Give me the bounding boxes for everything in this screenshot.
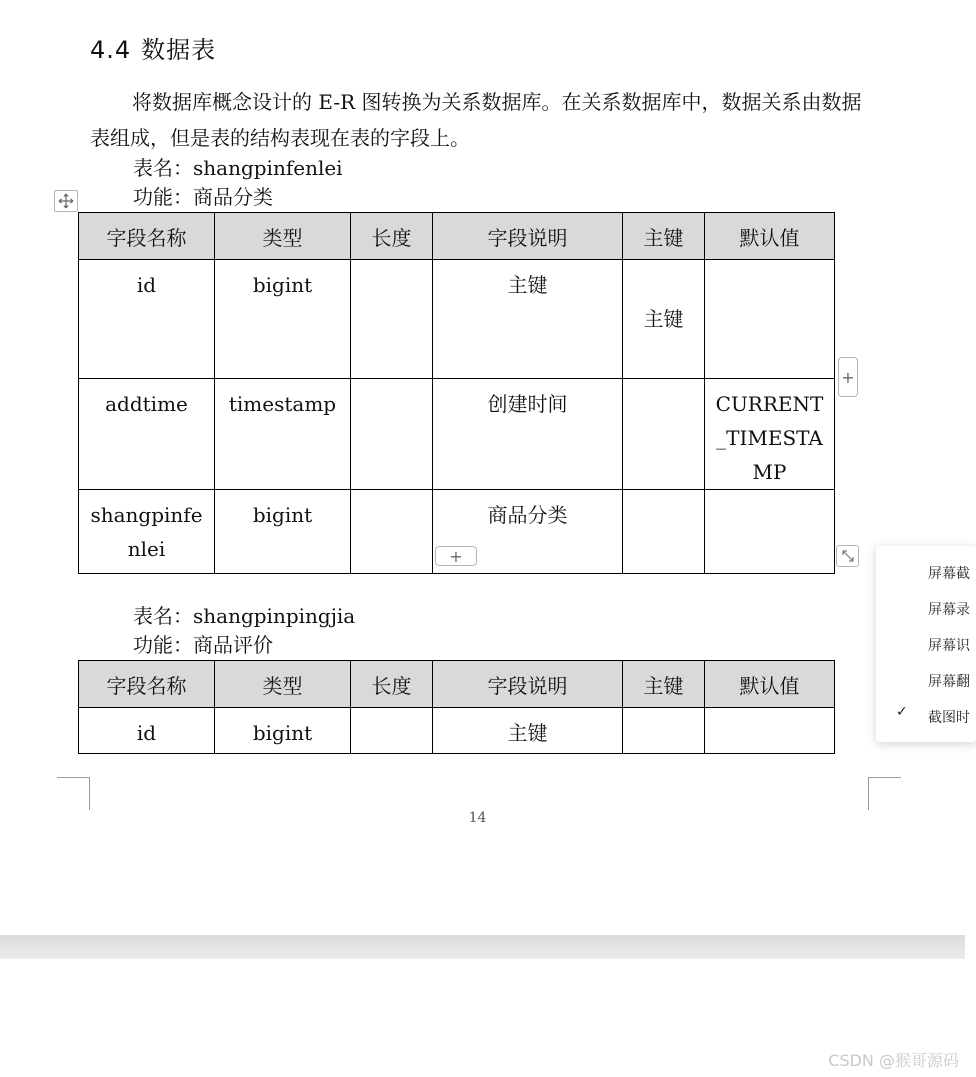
- cell-length: [351, 379, 433, 490]
- cell-default: [705, 490, 835, 574]
- cell-default: CURRENT_TIMESTAMP: [705, 379, 835, 490]
- table-header-row: [79, 213, 835, 260]
- cell-default: [705, 708, 835, 754]
- section-title: 数据表: [141, 36, 217, 64]
- cell-length: [351, 260, 433, 379]
- menu-item-screen-record[interactable]: 屏幕录: [928, 602, 970, 618]
- cell-default: [705, 260, 835, 379]
- table-row: [79, 260, 835, 379]
- menu-item-screen-translate[interactable]: 屏幕翻: [928, 674, 970, 690]
- table-move-handle-icon[interactable]: [54, 190, 78, 212]
- page-separator: [0, 935, 965, 959]
- table2-function-line: 功能：商品评价: [133, 633, 273, 657]
- table-shangpinpingjia: [78, 660, 835, 754]
- cell-primary-key: [623, 708, 705, 754]
- cell-type: timestamp: [215, 379, 351, 490]
- table-row: [79, 708, 835, 754]
- check-icon: ✓: [896, 704, 908, 720]
- add-row-button[interactable]: +: [435, 546, 477, 566]
- section-number: 4.4: [90, 36, 132, 64]
- cell-length: [351, 708, 433, 754]
- header-description: 字段说明: [433, 661, 623, 708]
- header-primary-key: 主键: [623, 661, 705, 708]
- cell-field: id: [79, 708, 215, 754]
- header-default: 默认值: [705, 213, 835, 260]
- header-length: 长度: [351, 661, 433, 708]
- crop-mark-right: [868, 777, 901, 810]
- header-length: 长度: [351, 213, 433, 260]
- cell-field: shangpinfenlei: [79, 490, 215, 574]
- watermark: CSDN @猴哥源码: [828, 1051, 959, 1070]
- table-header-row: [79, 661, 835, 708]
- cell-type: bigint: [215, 260, 351, 379]
- add-column-button[interactable]: +: [838, 357, 858, 397]
- intro-paragraph: 将数据库概念设计的 E-R 图转换为关系数据库。在关系数据库中，数据关系由数据表组成，但是表的结构表现在表的字段上。: [90, 90, 862, 150]
- next-page: [0, 959, 965, 1077]
- cell-type: bigint: [215, 708, 351, 754]
- header-primary-key: 主键: [623, 213, 705, 260]
- section-heading: [90, 30, 216, 65]
- cell-primary-key: 主键: [623, 260, 705, 379]
- page-number: 14: [468, 810, 487, 826]
- cell-primary-key: [623, 379, 705, 490]
- header-field-name: 字段名称: [79, 661, 215, 708]
- cell-length: [351, 490, 433, 574]
- cell-description: 主键: [433, 708, 623, 754]
- table-resize-icon[interactable]: [836, 545, 859, 567]
- cell-primary-key: [623, 490, 705, 574]
- cell-description: 主键: [433, 260, 623, 379]
- cell-field: id: [79, 260, 215, 379]
- header-field-name: 字段名称: [79, 213, 215, 260]
- cell-field: addtime: [79, 379, 215, 490]
- table2-name-line: 表名：shangpinpingjia: [133, 604, 356, 628]
- cell-description: 商品分类: [433, 490, 623, 574]
- table-shangpinfenlei: [78, 212, 835, 574]
- header-default: 默认值: [705, 661, 835, 708]
- cell-type: bigint: [215, 490, 351, 574]
- menu-item-screen-recognize[interactable]: 屏幕识: [928, 638, 970, 654]
- table1-function-line: 功能：商品分类: [133, 185, 273, 209]
- menu-item-screenshot[interactable]: 屏幕截: [928, 566, 970, 582]
- crop-mark-left: [57, 777, 90, 810]
- table-row: [79, 379, 835, 490]
- menu-item-screenshot-option[interactable]: 截图时: [928, 710, 970, 726]
- header-type: 类型: [215, 661, 351, 708]
- header-description: 字段说明: [433, 213, 623, 260]
- context-menu: [876, 546, 976, 742]
- header-type: 类型: [215, 213, 351, 260]
- table1-name-line: 表名：shangpinfenlei: [133, 156, 343, 180]
- cell-description: 创建时间: [433, 379, 623, 490]
